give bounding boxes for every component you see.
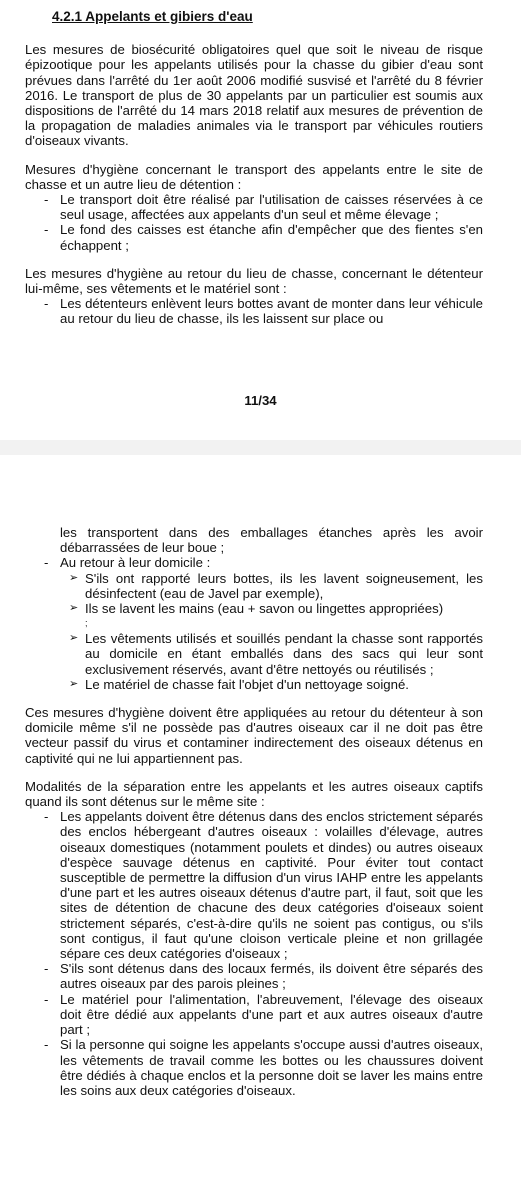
sub-list-item-text: Les vêtements utilisés et souillés pendant la chasse sont rapportés au domicile en étant emballés dans des sacs qui leur sont exclusivement réservés, avant d'être nettoyés ou réutilisés ; [85,631,483,677]
stray-semicolon: ; [85,618,88,629]
sub-list-item [25,677,483,692]
document-page-11 [0,0,521,440]
list-item-home [25,555,483,692]
arrow-bullet-icon: ➢ [69,677,79,690]
sub-list-item [25,631,483,677]
sub-list-item-text: Ils se lavent les mains (eau + savon ou lingettes appropriées) [85,601,444,617]
page-number: 11/34 [244,393,277,408]
list-item: - Les détenteurs enlèvent leurs bottes avant de monter dans leur véhicule au retour du lieu de chasse, ils les laissent sur place ou [25,296,483,326]
list-item: - Si la personne qui soigne les appelants s'occupe aussi d'autres oiseaux, les vêtements de travail comme les bottes ou les chaussures doivent être dédiés à chaque enclos et la personne doit se laver les mains entre les soins aux deux catégories d'oiseaux. [25,1037,483,1098]
sub-list-item-text: Le matériel de chasse fait l'objet d'un nettoyage soigné. [85,676,409,692]
section-heading: 4.2.1 Appelants et gibiers d'eau [52,9,253,24]
home-measures-list [25,555,483,692]
list-item: - Le matériel pour l'alimentation, l'abreuvement, l'élevage des oiseaux doit être dédié aux appelants d'une part et aux autres oiseaux d'autre part ; [25,992,483,1038]
separation-intro-paragraph: Modalités de la séparation entre les appelants et les autres oiseaux captifs quand ils sont détenus sur le même site : [25,778,483,810]
separation-measures-list [25,809,483,1098]
arrow-bullet-icon: ➢ [69,602,79,615]
home-item-label: Au retour à leur domicile : [60,555,211,571]
page-12-content [25,525,483,1098]
return-intro-paragraph: Les mesures d'hygiène au retour du lieu de chasse, concernant le détenteur lui-même, ses vêtements et le matériel sont : [25,265,483,297]
list-item: - Les appelants doivent être détenus dans des enclos strictement séparés des enclos hébergeant d'autres oiseaux : volailles d'élevage, autres oiseaux domestiques (notamment poulets et dindes) ou autres oiseaux d'espèce sauvage détenus en captivité. Pour éviter tout contact susceptible de permettre la diffusion d'un virus IAHP entre les appelants d'une part et les autres oiseaux détenus d'autre part, il faut, soit que les sites de détention de chacune des deux catégories d'oiseaux soient strictement séparés, c'est-à-dire qu'ils ne soient pas contigus, ou s'ils sont contigus, il faut qu'une cloison verticale pleine et non grillagée sépare ces deux catégories d'oiseaux ; [25,809,483,961]
page-11-content [25,9,483,327]
transport-measures-list [25,192,483,253]
return-measures-list [25,296,483,326]
list-item: - Le fond des caisses est étanche afin d'empêcher que des fientes s'en échappent ; [25,222,483,252]
continued-list-item: les transportent dans des emballages étanches après les avoir débarrassées de leur boue ; [60,525,483,556]
document-page-12 [0,455,521,1195]
sub-list-item [25,601,483,616]
home-sublist [25,571,483,692]
transport-intro-paragraph: Mesures d'hygiène concernant le transport des appelants entre le site de chasse et un autre lieu de détention : [25,161,483,192]
list-item: - S'ils sont détenus dans des locaux fermés, ils doivent être séparés des autres oiseaux par des parois pleines ; [25,961,483,991]
hygiene-paragraph: Ces mesures d'hygiène doivent être appliquées au retour du détenteur à son domicile même s'il ne possède pas d'autres oiseaux car il ne doit pas être vecteur passif du virus et contaminer indirectement des oiseaux détenus en captivité qui ne lui appartiennent pas. [25,705,483,766]
arrow-bullet-icon: ➢ [69,632,79,645]
intro-paragraph: Les mesures de biosécurité obligatoires quel que soit le niveau de risque épizootique pour les appelants utilisés pour la chasse du gibier d'eau sont prévues dans l'arrêté du 1er août 2006 modifié susvisé et l'arrêté du 8 février 2016. Le transport de plus de 30 appelants par un particulier est soumis aux dispositions de l'arrêté du 14 mars 2018 relatif aux mesures de prévention de la propagation de maladies animales via le transport par véhicules routiers d'oiseaux vivants. [25,42,483,149]
arrow-bullet-icon: ➢ [69,571,79,584]
sub-list-item [25,571,483,601]
sub-list-item-text: S'ils ont rapporté leurs bottes, ils les lavent soigneusement, les désinfectent (eau de Javel par exemple), [85,570,483,601]
list-item: - Le transport doit être réalisé par l'utilisation de caisses réservées à ce seul usage, affectées aux appelants d'un seul et même élevage ; [25,192,483,222]
